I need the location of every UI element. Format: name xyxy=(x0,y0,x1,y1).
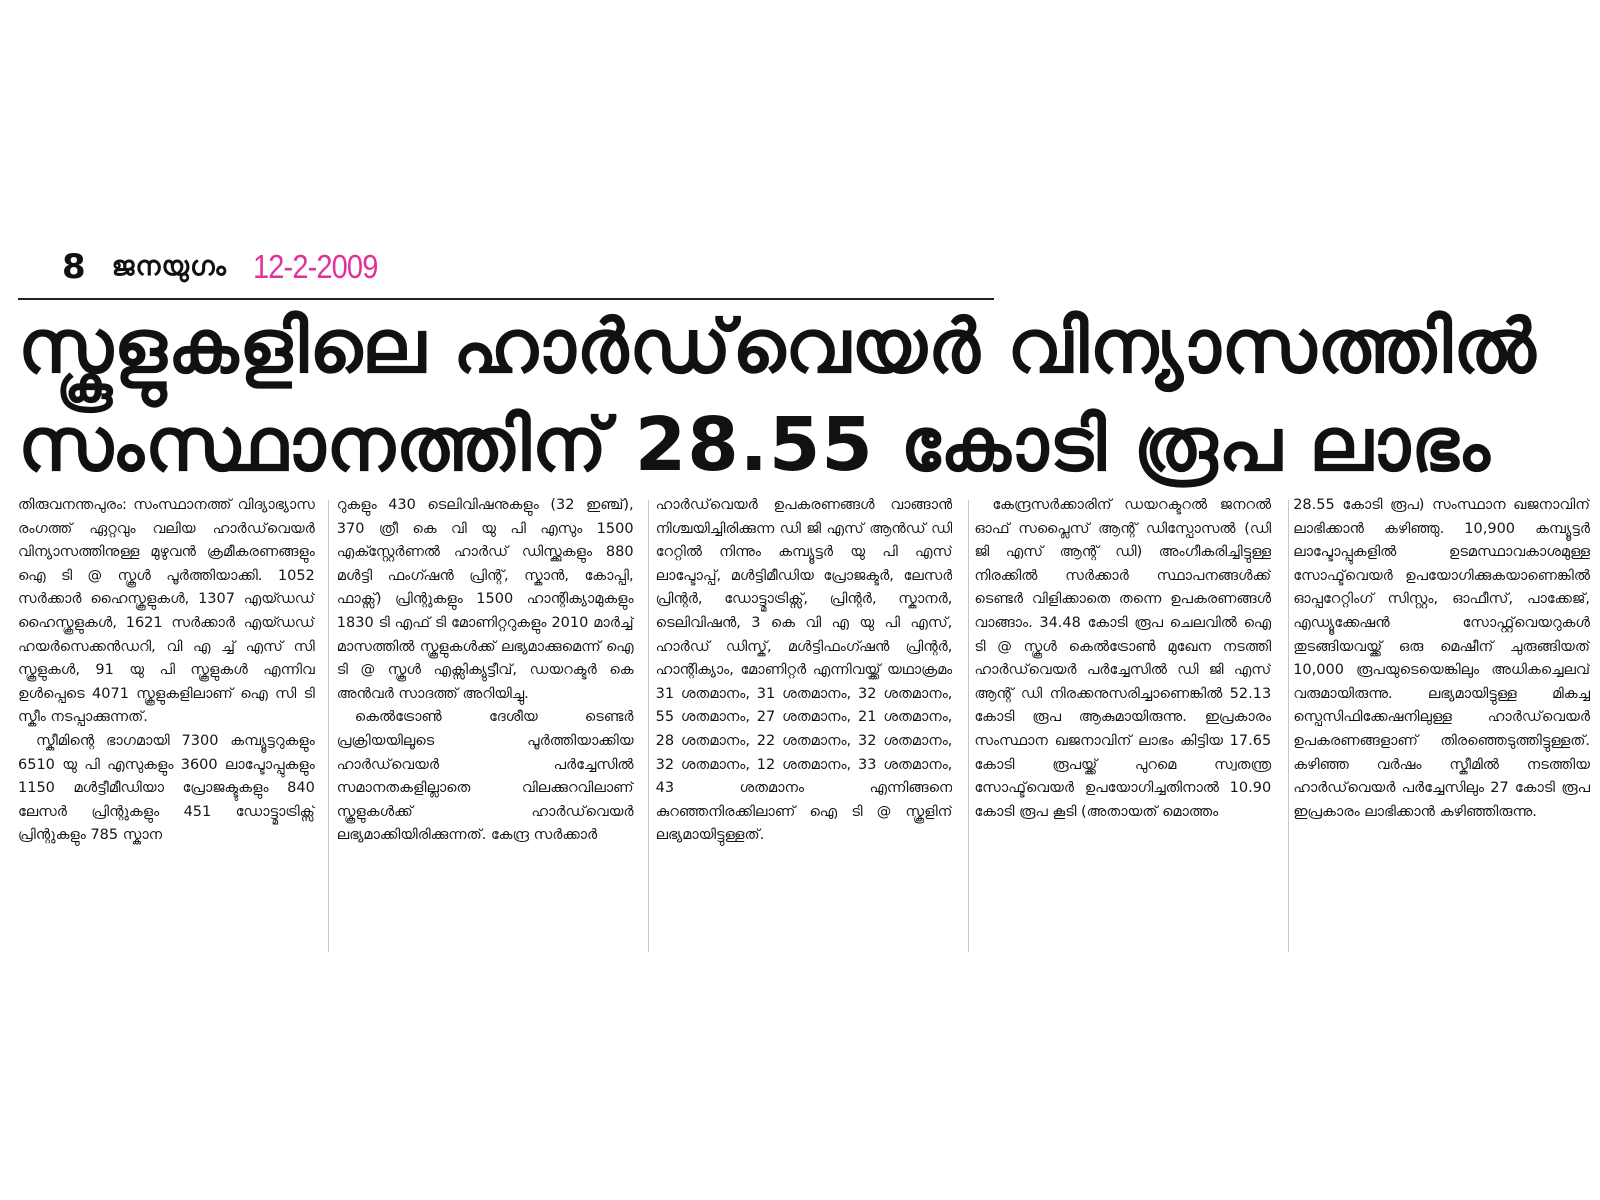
column-2-paragraph-1: റുകളും 430 ടെലിവിഷനുകളും (32 ഇഞ്ച്), 370 ത്രീ കെ വി യു പി എസും 1500 എക്സ്റ്റേർണൽ ഹാർഡ് ഡിസ്ക്കുകളും 880 മൾട്ടി ഫംഗ്ഷൻ പ്രിന്റ്, സ്കാൻ, കോപ്പി, ഫാക്സ്) പ്രിന്റുകളും 1500 ഹാന്റിക്യാമുകളും 1830 ടി എഫ് ടി മോണിറ്ററുകളും 2010 മാർച്ച് മാസത്തിൽ സ്കൂളുകൾക്ക് ലഭ്യമാക്കുമെന്ന് ഐ ടി @ സ്കൂൾ എക്സിക്യുട്ടീവ്, ഡയറക്ടർ കെ അൻവർ സാദത്ത് അറിയിച്ചു. xyxy=(336,497,634,702)
column-1-paragraph-1: തിരുവനന്തപുരം: സംസ്ഥാനത്ത് വിദ്യാഭ്യാസ രംഗത്ത് ഏറ്റവും വലിയ ഹാർഡ്‌വെയർ വിന്യാസത്തിനുള്ള മുഴുവൻ ക്രമീകരണങ്ങളും ഐ ടി @ സ്കൂൾ പൂർത്തിയാക്കി. 1052 സർക്കാർ ഹൈസ്കൂളുകൾ, 1307 എയ്ഡഡ് ഹൈസ്കൂളുകൾ, 1621 സർക്കാർ എയ്ഡഡ് ഹയർസെക്കൻഡറി, വി എ ച്ച് എസ് സി സ്കൂളുകൾ, 91 യു പി സ്കൂളുകൾ എന്നിവ ഉൾപ്പെടെ 4071 സ്കൂളുകളിലാണ് ഐ സി ടി സ്കീം നടപ്പാക്കുന്നത്. xyxy=(18,497,315,726)
headline-line-2: സംസ്ഥാനത്തിന് 28.55 കോടി രൂപ ലാഭം xyxy=(18,402,1491,488)
column-divider xyxy=(1288,500,1289,952)
article-column-5 xyxy=(1293,494,1590,964)
column-2-paragraph-2: കെൽട്രോൺ ദേശീയ ടെണ്ടർ പ്രക്രിയയിലൂടെ പൂർത്തിയാക്കിയ ഹാർഡ്‌വെയർ പർച്ചേസിൽ സമാനതകളില്ലാതെ വിലക്കുറവിലാണ് സ്കൂളുകൾക്ക് ഹാർഡ്‌വെയർ ലഭ്യമാക്കിയിരിക്കുന്നത്. കേന്ദ്ര സർക്കാർ xyxy=(336,709,634,844)
article-column-1 xyxy=(18,494,315,964)
column-divider xyxy=(648,500,649,952)
column-3-paragraph-1: ഹാർഡ്‌വെയർ ഉപകരണങ്ങൾ വാങ്ങാൻ നിശ്ചയിച്ചിരിക്കുന്ന ഡി ജി എസ് ആൻഡ് ഡി റേറ്റിൽ നിന്നും കമ്പ്യൂട്ടർ യു പി എസ് ലാപ്ടോപ്പ്, മൾട്ടിമീഡിയ പ്രോജക്ടർ, ലേസർ പ്രിന്റർ, ഡോട്ട്മാട്രിക്സ്, പ്രിന്റർ, സ്കാനർ, ടെലിവിഷൻ, 3 കെ വി എ യു പി എസ്, ഹാർഡ് ഡിസ്ക്, മൾട്ടിഫംഗ്ഷൻ പ്രിന്റർ, ഹാന്റിക്യാം, മോണിറ്റർ എന്നിവയ്ക്ക് യഥാക്രമം 31 ശതമാനം, 31 ശതമാനം, 32 ശതമാനം, 55 ശതമാനം, 27 ശതമാനം, 21 ശതമാനം, 28 ശതമാനം, 22 ശതമാനം, 32 ശതമാനം, 32 ശതമാനം, 12 ശതമാനം, 33 ശതമാനം, 43 ശതമാനം എന്നിങ്ങനെ കുറഞ്ഞനിരക്കിലാണ് ഐ ടി @ സ്കൂളിന് ലഭ്യമായിട്ടുള്ളത്. xyxy=(655,497,953,844)
newspaper-name: ജനയുഗം xyxy=(111,251,227,282)
newspaper-clipping xyxy=(0,222,1600,970)
masthead-rule xyxy=(18,298,994,300)
article-body xyxy=(18,494,1590,964)
column-4-paragraph-1: കേന്ദ്രസർക്കാരിന് ഡയറക്ടറൽ ജനറൽ ഓഫ് സപ്ലൈസ് ആന്റ് ഡിസ്പോസൽ (ഡി ജി എസ് ആന്റ് ഡി) അംഗീകരിച്ചിട്ടുള്ള നിരക്കിൽ സർക്കാർ സ്ഥാപനങ്ങൾക്ക് ടെണ്ടർ വിളിക്കാതെ തന്നെ ഉപകരണങ്ങൾ വാങ്ങാം. 34.48 കോടി രൂപ ചെലവിൽ ഐ ടി @ സ്കൂൾ കെൽട്രോൺ മുഖേന നടത്തി ഹാർഡ്‌വെയർ പർച്ചേസിൽ ഡി ജി എസ് ആന്റ് ഡി നിരക്കനുസരിച്ചാണെങ്കിൽ 52.13 കോടി രൂപ ആകുമായിരുന്നു. ഇപ്രകാരം സംസ്ഥാന ഖജനാവിന് ലാഭം കിട്ടിയ 17.65 കോടി രൂപയ്ക്ക് പുറമെ സ്വതന്ത്ര സോഫ്ട്‌വെയർ ഉപയോഗിച്ചതിനാൽ 10.90 കോടി രൂപ കൂടി (അതായത് മൊത്തം xyxy=(974,497,1272,820)
column-1-paragraph-2: സ്കീമിന്റെ ഭാഗമായി 7300 കമ്പ്യൂട്ടറുകളും 6510 യു പി എസുകളും 3600 ലാപ്ടോപ്പുകളും 1150 മൾട്ടീമീഡിയാ പ്രോജക്ടുകളും 840 ലേസർ പ്രിന്റുകളും 451 ഡോട്ട്മാട്രിക്സ് പ്രിന്റുകളും 785 സ്കാന xyxy=(18,732,315,844)
article-column-4 xyxy=(974,494,1271,964)
masthead xyxy=(62,242,394,292)
publication-date: 12-2-2009 xyxy=(252,248,378,285)
page-number: 8 xyxy=(62,247,86,287)
article-column-2 xyxy=(337,494,634,964)
column-5-paragraph-1: 28.55 കോടി രൂപ) സംസ്ഥാന ഖജനാവിന് ലാഭിക്കാൻ കഴിഞ്ഞു. 10,900 കമ്പ്യൂട്ടർ ലാപ്ടോപ്പുകളിൽ ഉടമസ്ഥാവകാശമുള്ള സോഫ്ട്‌വെയർ ഉപയോഗിക്കുകയാണെങ്കിൽ ഓപ്പറേറ്റിംഗ് സിസ്റ്റം, ഓഫീസ്, പാക്കേജ്, എഡ്യൂക്കേഷൻ സോഫ്റ്റ്‌വെയറുകൾ തുടങ്ങിയവയ്ക്ക് ഒരു മെഷീന് ചുരുങ്ങിയത് 10,000 രൂപയുടെയെങ്കിലും അധികച്ചെലവ് വരുമായിരുന്നു. ലഭ്യമായിട്ടുള്ള മികച്ച സ്പെസിഫിക്കേഷനിലുള്ള ഹാർഡ്‌വെയർ ഉപകരണങ്ങളാണ് തിരഞ്ഞെടുത്തിട്ടുള്ളത്. കഴിഞ്ഞ വർഷം സ്കീമിൽ നടത്തിയ ഹാർഡ്‌വെയർ പർച്ചേസിലും 27 കോടി രൂപ ഇപ്രകാരം ലാഭിക്കാൻ കഴിഞ്ഞിരുന്നു. xyxy=(1293,497,1590,820)
article-column-3 xyxy=(656,494,953,964)
headline-line-1: സ്കൂളുകളിലെ ഹാർഡ്‌വെയർ വിന്യാസത്തിൽ xyxy=(18,304,1537,390)
column-divider xyxy=(328,500,329,952)
column-divider xyxy=(968,500,969,952)
